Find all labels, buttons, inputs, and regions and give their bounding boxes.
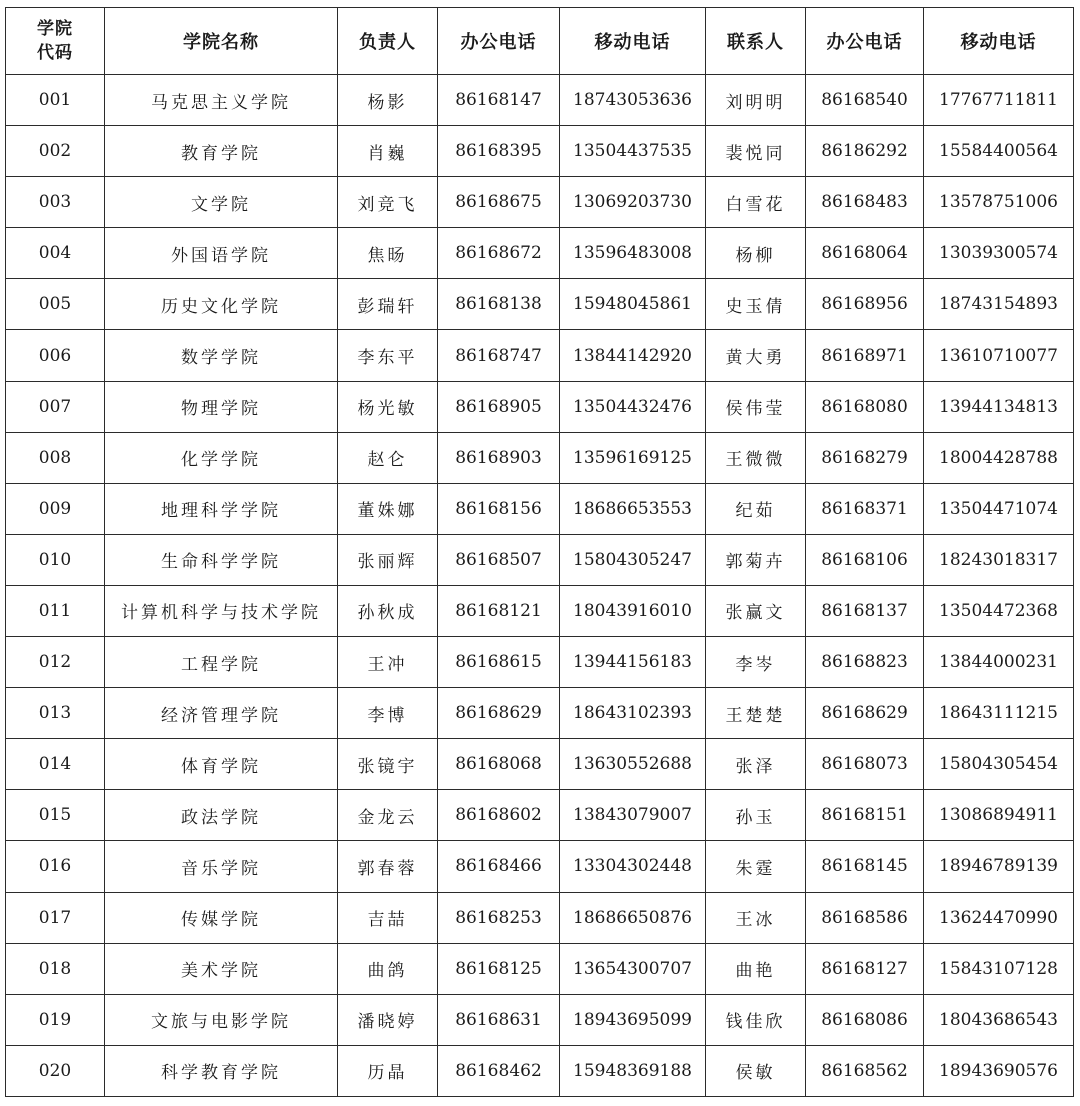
table-row xyxy=(6,585,1074,636)
college-code-cell: 012 xyxy=(6,637,105,688)
contact-mobile-phone-cell: 17767711811 xyxy=(924,75,1074,126)
contact-mobile-phone-cell: 13844000231 xyxy=(924,637,1074,688)
college-code-cell: 016 xyxy=(6,841,105,892)
contact-mobile-phone-cell: 13039300574 xyxy=(924,228,1074,279)
college-name-cell: 政法学院 xyxy=(105,790,338,841)
head-office-phone-cell: 86168672 xyxy=(438,228,560,279)
table-row xyxy=(6,943,1074,994)
contact-name-cell: 史玉倩 xyxy=(706,279,806,330)
header-head-office-phone: 办公电话 xyxy=(438,8,560,75)
head-name-cell: 历晶 xyxy=(338,1045,438,1096)
college-code-cell: 015 xyxy=(6,790,105,841)
header-contact: 联系人 xyxy=(706,8,806,75)
header-contact-office-phone: 办公电话 xyxy=(806,8,924,75)
header-college-name: 学院名称 xyxy=(105,8,338,75)
college-name-cell: 美术学院 xyxy=(105,943,338,994)
head-mobile-phone-cell: 13654300707 xyxy=(560,943,706,994)
contact-office-phone-cell: 86168586 xyxy=(806,892,924,943)
head-name-cell: 张镜宇 xyxy=(338,739,438,790)
head-office-phone-cell: 86168675 xyxy=(438,177,560,228)
head-mobile-phone-cell: 13504437535 xyxy=(560,126,706,177)
contact-name-cell: 郭菊卉 xyxy=(706,534,806,585)
contact-mobile-phone-cell: 18743154893 xyxy=(924,279,1074,330)
contact-name-cell: 朱霆 xyxy=(706,841,806,892)
table-row xyxy=(6,381,1074,432)
college-code-cell: 008 xyxy=(6,432,105,483)
contact-office-phone-cell: 86168371 xyxy=(806,483,924,534)
college-name-cell: 数学学院 xyxy=(105,330,338,381)
table-body xyxy=(6,75,1074,1097)
table-row xyxy=(6,279,1074,330)
head-office-phone-cell: 86168138 xyxy=(438,279,560,330)
college-name-cell: 传媒学院 xyxy=(105,892,338,943)
contact-office-phone-cell: 86168080 xyxy=(806,381,924,432)
table-row xyxy=(6,177,1074,228)
college-name-cell: 马克思主义学院 xyxy=(105,75,338,126)
head-name-cell: 肖巍 xyxy=(338,126,438,177)
head-name-cell: 吉喆 xyxy=(338,892,438,943)
table-row xyxy=(6,637,1074,688)
college-code-cell: 002 xyxy=(6,126,105,177)
contact-mobile-phone-cell: 13086894911 xyxy=(924,790,1074,841)
contact-mobile-phone-cell: 18243018317 xyxy=(924,534,1074,585)
head-name-cell: 曲鸽 xyxy=(338,943,438,994)
head-office-phone-cell: 86168068 xyxy=(438,739,560,790)
head-office-phone-cell: 86168462 xyxy=(438,1045,560,1096)
table-row xyxy=(6,841,1074,892)
table-row xyxy=(6,126,1074,177)
contact-office-phone-cell: 86168137 xyxy=(806,585,924,636)
contact-mobile-phone-cell: 15843107128 xyxy=(924,943,1074,994)
contact-mobile-phone-cell: 18004428788 xyxy=(924,432,1074,483)
college-code-cell: 019 xyxy=(6,994,105,1045)
contact-office-phone-cell: 86168956 xyxy=(806,279,924,330)
college-name-cell: 化学学院 xyxy=(105,432,338,483)
head-office-phone-cell: 86168747 xyxy=(438,330,560,381)
header-contact-mobile-phone: 移动电话 xyxy=(924,8,1074,75)
college-name-cell: 教育学院 xyxy=(105,126,338,177)
head-mobile-phone-cell: 13596169125 xyxy=(560,432,706,483)
college-name-cell: 文旅与电影学院 xyxy=(105,994,338,1045)
contact-mobile-phone-cell: 13578751006 xyxy=(924,177,1074,228)
contact-mobile-phone-cell: 13944134813 xyxy=(924,381,1074,432)
head-office-phone-cell: 86168903 xyxy=(438,432,560,483)
contact-name-cell: 白雪花 xyxy=(706,177,806,228)
head-mobile-phone-cell: 13596483008 xyxy=(560,228,706,279)
contact-name-cell: 侯敏 xyxy=(706,1045,806,1096)
college-name-cell: 物理学院 xyxy=(105,381,338,432)
contact-name-cell: 曲艳 xyxy=(706,943,806,994)
contact-name-cell: 孙玉 xyxy=(706,790,806,841)
contact-office-phone-cell: 86168127 xyxy=(806,943,924,994)
contact-name-cell: 张泽 xyxy=(706,739,806,790)
table-row xyxy=(6,483,1074,534)
head-mobile-phone-cell: 13944156183 xyxy=(560,637,706,688)
header-head: 负责人 xyxy=(338,8,438,75)
head-mobile-phone-cell: 18686653553 xyxy=(560,483,706,534)
college-contact-table xyxy=(5,7,1074,1097)
contact-office-phone-cell: 86168073 xyxy=(806,739,924,790)
college-code-cell: 003 xyxy=(6,177,105,228)
college-code-cell: 010 xyxy=(6,534,105,585)
college-name-cell: 生命科学学院 xyxy=(105,534,338,585)
contact-office-phone-cell: 86168823 xyxy=(806,637,924,688)
head-mobile-phone-cell: 13843079007 xyxy=(560,790,706,841)
college-name-cell: 科学教育学院 xyxy=(105,1045,338,1096)
contact-mobile-phone-cell: 15584400564 xyxy=(924,126,1074,177)
contact-mobile-phone-cell: 13504471074 xyxy=(924,483,1074,534)
college-name-cell: 文学院 xyxy=(105,177,338,228)
head-name-cell: 张丽辉 xyxy=(338,534,438,585)
head-office-phone-cell: 86168147 xyxy=(438,75,560,126)
contact-name-cell: 李岑 xyxy=(706,637,806,688)
contact-office-phone-cell: 86168971 xyxy=(806,330,924,381)
head-name-cell: 孙秋成 xyxy=(338,585,438,636)
contact-office-phone-cell: 86168279 xyxy=(806,432,924,483)
contact-mobile-phone-cell: 13624470990 xyxy=(924,892,1074,943)
contact-office-phone-cell: 86168064 xyxy=(806,228,924,279)
head-mobile-phone-cell: 18743053636 xyxy=(560,75,706,126)
contact-office-phone-cell: 86168540 xyxy=(806,75,924,126)
contact-name-cell: 侯伟莹 xyxy=(706,381,806,432)
college-name-cell: 外国语学院 xyxy=(105,228,338,279)
header-code-line1: 学院 xyxy=(37,19,73,39)
contact-name-cell: 纪茹 xyxy=(706,483,806,534)
head-name-cell: 潘晓婷 xyxy=(338,994,438,1045)
contact-name-cell: 刘明明 xyxy=(706,75,806,126)
college-code-cell: 006 xyxy=(6,330,105,381)
college-name-cell: 工程学院 xyxy=(105,637,338,688)
table-row xyxy=(6,688,1074,739)
contact-office-phone-cell: 86168629 xyxy=(806,688,924,739)
head-name-cell: 郭春蓉 xyxy=(338,841,438,892)
contact-mobile-phone-cell: 13610710077 xyxy=(924,330,1074,381)
head-mobile-phone-cell: 13304302448 xyxy=(560,841,706,892)
contact-name-cell: 王楚楚 xyxy=(706,688,806,739)
table-row xyxy=(6,228,1074,279)
contact-name-cell: 张赢文 xyxy=(706,585,806,636)
head-mobile-phone-cell: 13630552688 xyxy=(560,739,706,790)
head-office-phone-cell: 86168631 xyxy=(438,994,560,1045)
contact-office-phone-cell: 86168086 xyxy=(806,994,924,1045)
head-office-phone-cell: 86168253 xyxy=(438,892,560,943)
head-name-cell: 李博 xyxy=(338,688,438,739)
table-row xyxy=(6,75,1074,126)
head-office-phone-cell: 86168615 xyxy=(438,637,560,688)
header-code-line2: 代码 xyxy=(37,43,73,63)
head-office-phone-cell: 86168507 xyxy=(438,534,560,585)
header-college-code xyxy=(6,8,105,75)
head-office-phone-cell: 86168629 xyxy=(438,688,560,739)
head-mobile-phone-cell: 15948369188 xyxy=(560,1045,706,1096)
contact-name-cell: 钱佳欣 xyxy=(706,994,806,1045)
contact-office-phone-cell: 86168151 xyxy=(806,790,924,841)
head-mobile-phone-cell: 13844142920 xyxy=(560,330,706,381)
head-mobile-phone-cell: 18943695099 xyxy=(560,994,706,1045)
head-mobile-phone-cell: 18043916010 xyxy=(560,585,706,636)
head-office-phone-cell: 86168125 xyxy=(438,943,560,994)
college-code-cell: 020 xyxy=(6,1045,105,1096)
college-name-cell: 经济管理学院 xyxy=(105,688,338,739)
college-code-cell: 011 xyxy=(6,585,105,636)
contact-mobile-phone-cell: 18643111215 xyxy=(924,688,1074,739)
table-row xyxy=(6,330,1074,381)
table-row xyxy=(6,739,1074,790)
head-name-cell: 王冲 xyxy=(338,637,438,688)
head-name-cell: 赵仑 xyxy=(338,432,438,483)
head-name-cell: 杨光敏 xyxy=(338,381,438,432)
contact-name-cell: 黄大勇 xyxy=(706,330,806,381)
contact-mobile-phone-cell: 18946789139 xyxy=(924,841,1074,892)
college-code-cell: 007 xyxy=(6,381,105,432)
contact-mobile-phone-cell: 15804305454 xyxy=(924,739,1074,790)
head-name-cell: 刘竞飞 xyxy=(338,177,438,228)
head-mobile-phone-cell: 18643102393 xyxy=(560,688,706,739)
head-office-phone-cell: 86168466 xyxy=(438,841,560,892)
head-name-cell: 董姝娜 xyxy=(338,483,438,534)
head-office-phone-cell: 86168156 xyxy=(438,483,560,534)
college-code-cell: 018 xyxy=(6,943,105,994)
college-code-cell: 004 xyxy=(6,228,105,279)
college-name-cell: 计算机科学与技术学院 xyxy=(105,585,338,636)
head-mobile-phone-cell: 15948045861 xyxy=(560,279,706,330)
head-office-phone-cell: 86168395 xyxy=(438,126,560,177)
head-name-cell: 焦旸 xyxy=(338,228,438,279)
head-office-phone-cell: 86168905 xyxy=(438,381,560,432)
contact-office-phone-cell: 86186292 xyxy=(806,126,924,177)
head-mobile-phone-cell: 15804305247 xyxy=(560,534,706,585)
college-code-cell: 014 xyxy=(6,739,105,790)
college-name-cell: 地理科学学院 xyxy=(105,483,338,534)
contact-name-cell: 王微微 xyxy=(706,432,806,483)
contact-mobile-phone-cell: 13504472368 xyxy=(924,585,1074,636)
header-row xyxy=(6,8,1074,75)
contact-name-cell: 裴悦同 xyxy=(706,126,806,177)
contact-office-phone-cell: 86168145 xyxy=(806,841,924,892)
table-header xyxy=(6,8,1074,75)
head-name-cell: 金龙云 xyxy=(338,790,438,841)
table-row xyxy=(6,534,1074,585)
table-row xyxy=(6,1045,1074,1096)
head-office-phone-cell: 86168121 xyxy=(438,585,560,636)
header-head-mobile-phone: 移动电话 xyxy=(560,8,706,75)
college-name-cell: 音乐学院 xyxy=(105,841,338,892)
contact-mobile-phone-cell: 18043686543 xyxy=(924,994,1074,1045)
table-row xyxy=(6,892,1074,943)
contact-office-phone-cell: 86168106 xyxy=(806,534,924,585)
head-mobile-phone-cell: 13069203730 xyxy=(560,177,706,228)
contact-office-phone-cell: 86168483 xyxy=(806,177,924,228)
college-code-cell: 009 xyxy=(6,483,105,534)
head-name-cell: 彭瑞轩 xyxy=(338,279,438,330)
college-code-cell: 001 xyxy=(6,75,105,126)
college-name-cell: 体育学院 xyxy=(105,739,338,790)
college-name-cell: 历史文化学院 xyxy=(105,279,338,330)
table-row xyxy=(6,994,1074,1045)
contact-office-phone-cell: 86168562 xyxy=(806,1045,924,1096)
college-code-cell: 005 xyxy=(6,279,105,330)
college-code-cell: 013 xyxy=(6,688,105,739)
table-row xyxy=(6,432,1074,483)
table-row xyxy=(6,790,1074,841)
contact-name-cell: 王冰 xyxy=(706,892,806,943)
head-mobile-phone-cell: 18686650876 xyxy=(560,892,706,943)
head-name-cell: 李东平 xyxy=(338,330,438,381)
head-name-cell: 杨影 xyxy=(338,75,438,126)
contact-name-cell: 杨柳 xyxy=(706,228,806,279)
head-mobile-phone-cell: 13504432476 xyxy=(560,381,706,432)
contact-mobile-phone-cell: 18943690576 xyxy=(924,1045,1074,1096)
head-office-phone-cell: 86168602 xyxy=(438,790,560,841)
college-code-cell: 017 xyxy=(6,892,105,943)
